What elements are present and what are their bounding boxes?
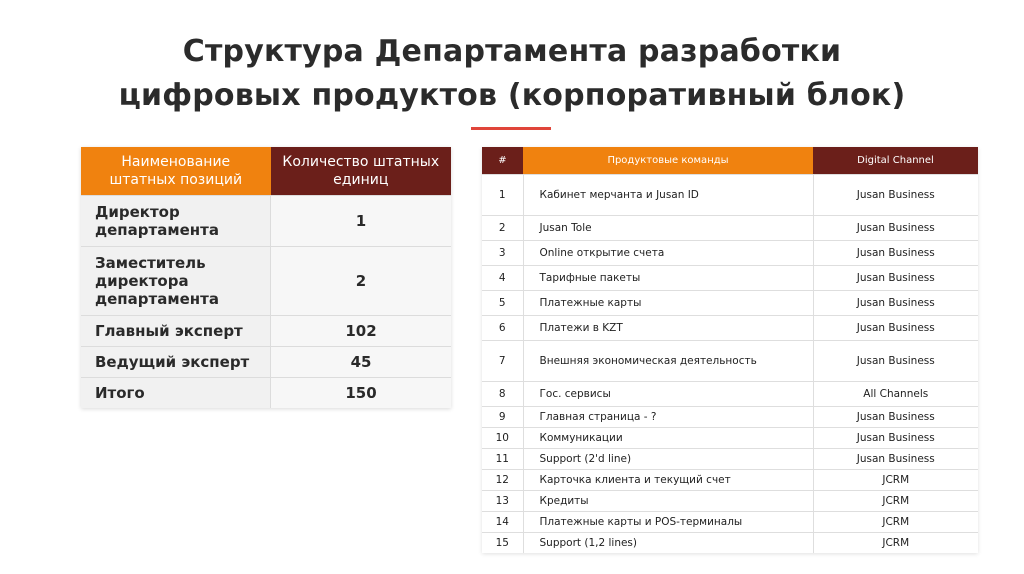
team-name: Кабинет мерчанта и Jusan ID — [523, 175, 813, 216]
team-number: 5 — [482, 291, 523, 316]
staff-position: Директор департамента — [81, 196, 271, 247]
team-channel: Jusan Business — [813, 449, 978, 470]
team-name: Карточка клиента и текущий счет — [523, 470, 813, 491]
team-row — [482, 316, 978, 341]
team-number: 2 — [482, 216, 523, 241]
team-channel: JCRM — [813, 533, 978, 554]
team-row — [482, 382, 978, 407]
staff-count: 150 — [271, 378, 451, 409]
team-number: 14 — [482, 512, 523, 533]
team-row — [482, 428, 978, 449]
team-channel: JCRM — [813, 512, 978, 533]
team-number: 12 — [482, 470, 523, 491]
team-row — [482, 241, 978, 266]
team-name: Коммуникации — [523, 428, 813, 449]
team-row — [482, 491, 978, 512]
teams-table-header — [482, 147, 978, 175]
team-row — [482, 533, 978, 554]
team-number: 6 — [482, 316, 523, 341]
team-channel: JCRM — [813, 491, 978, 512]
team-name: Jusan Tole — [523, 216, 813, 241]
team-number: 3 — [482, 241, 523, 266]
team-name: Платежи в KZT — [523, 316, 813, 341]
staff-count: 1 — [271, 196, 451, 247]
team-row — [482, 512, 978, 533]
team-channel: Jusan Business — [813, 175, 978, 216]
team-name: Support (2'd line) — [523, 449, 813, 470]
team-name: Гос. сервисы — [523, 382, 813, 407]
staff-position: Итого — [81, 378, 271, 409]
team-name: Тарифные пакеты — [523, 266, 813, 291]
staff-count: 102 — [271, 316, 451, 347]
staff-table — [81, 147, 451, 408]
team-name: Главная страница - ? — [523, 407, 813, 428]
team-name: Платежные карты — [523, 291, 813, 316]
team-row — [482, 341, 978, 382]
team-channel: Jusan Business — [813, 241, 978, 266]
staff-count: 45 — [271, 347, 451, 378]
staff-position: Главный эксперт — [81, 316, 271, 347]
team-name: Online открытие счета — [523, 241, 813, 266]
staff-position: Ведущий эксперт — [81, 347, 271, 378]
team-number: 15 — [482, 533, 523, 554]
teams-table — [482, 147, 978, 553]
slide-title — [0, 30, 1024, 118]
team-row — [482, 216, 978, 241]
header-number: # — [482, 147, 523, 175]
team-channel: Jusan Business — [813, 428, 978, 449]
team-row — [482, 470, 978, 491]
team-number: 11 — [482, 449, 523, 470]
staff-count: 2 — [271, 247, 451, 316]
staff-total-row — [81, 378, 451, 409]
team-channel: JCRM — [813, 470, 978, 491]
team-name: Внешняя экономическая деятельность — [523, 341, 813, 382]
team-row — [482, 449, 978, 470]
header-count: Количество штатных единиц — [271, 147, 451, 196]
team-number: 1 — [482, 175, 523, 216]
team-number: 8 — [482, 382, 523, 407]
team-row — [482, 291, 978, 316]
staff-row — [81, 196, 451, 247]
team-row — [482, 407, 978, 428]
team-channel: Jusan Business — [813, 341, 978, 382]
team-channel: Jusan Business — [813, 407, 978, 428]
team-channel: Jusan Business — [813, 266, 978, 291]
staff-position: Заместитель директора департамента — [81, 247, 271, 316]
header-team: Продуктовые команды — [523, 147, 813, 175]
team-channel: Jusan Business — [813, 291, 978, 316]
slide-title-line-1: Структура Департамента разработки — [182, 34, 842, 69]
team-row — [482, 175, 978, 216]
header-channel: Digital Channel — [813, 147, 978, 175]
team-number: 10 — [482, 428, 523, 449]
staff-table-header — [81, 147, 451, 196]
team-channel: Jusan Business — [813, 216, 978, 241]
staff-row — [81, 247, 451, 316]
team-number: 4 — [482, 266, 523, 291]
team-row — [482, 266, 978, 291]
slide-title-line-2: цифровых продуктов (корпоративный блок) — [118, 78, 906, 113]
header-position: Наименование штатных позиций — [81, 147, 271, 196]
team-channel: All Channels — [813, 382, 978, 407]
team-number: 9 — [482, 407, 523, 428]
team-number: 7 — [482, 341, 523, 382]
team-number: 13 — [482, 491, 523, 512]
team-name: Платежные карты и POS-терминалы — [523, 512, 813, 533]
staff-row — [81, 347, 451, 378]
team-name: Кредиты — [523, 491, 813, 512]
team-channel: Jusan Business — [813, 316, 978, 341]
team-name: Support (1,2 lines) — [523, 533, 813, 554]
title-divider — [471, 127, 551, 130]
staff-row — [81, 316, 451, 347]
